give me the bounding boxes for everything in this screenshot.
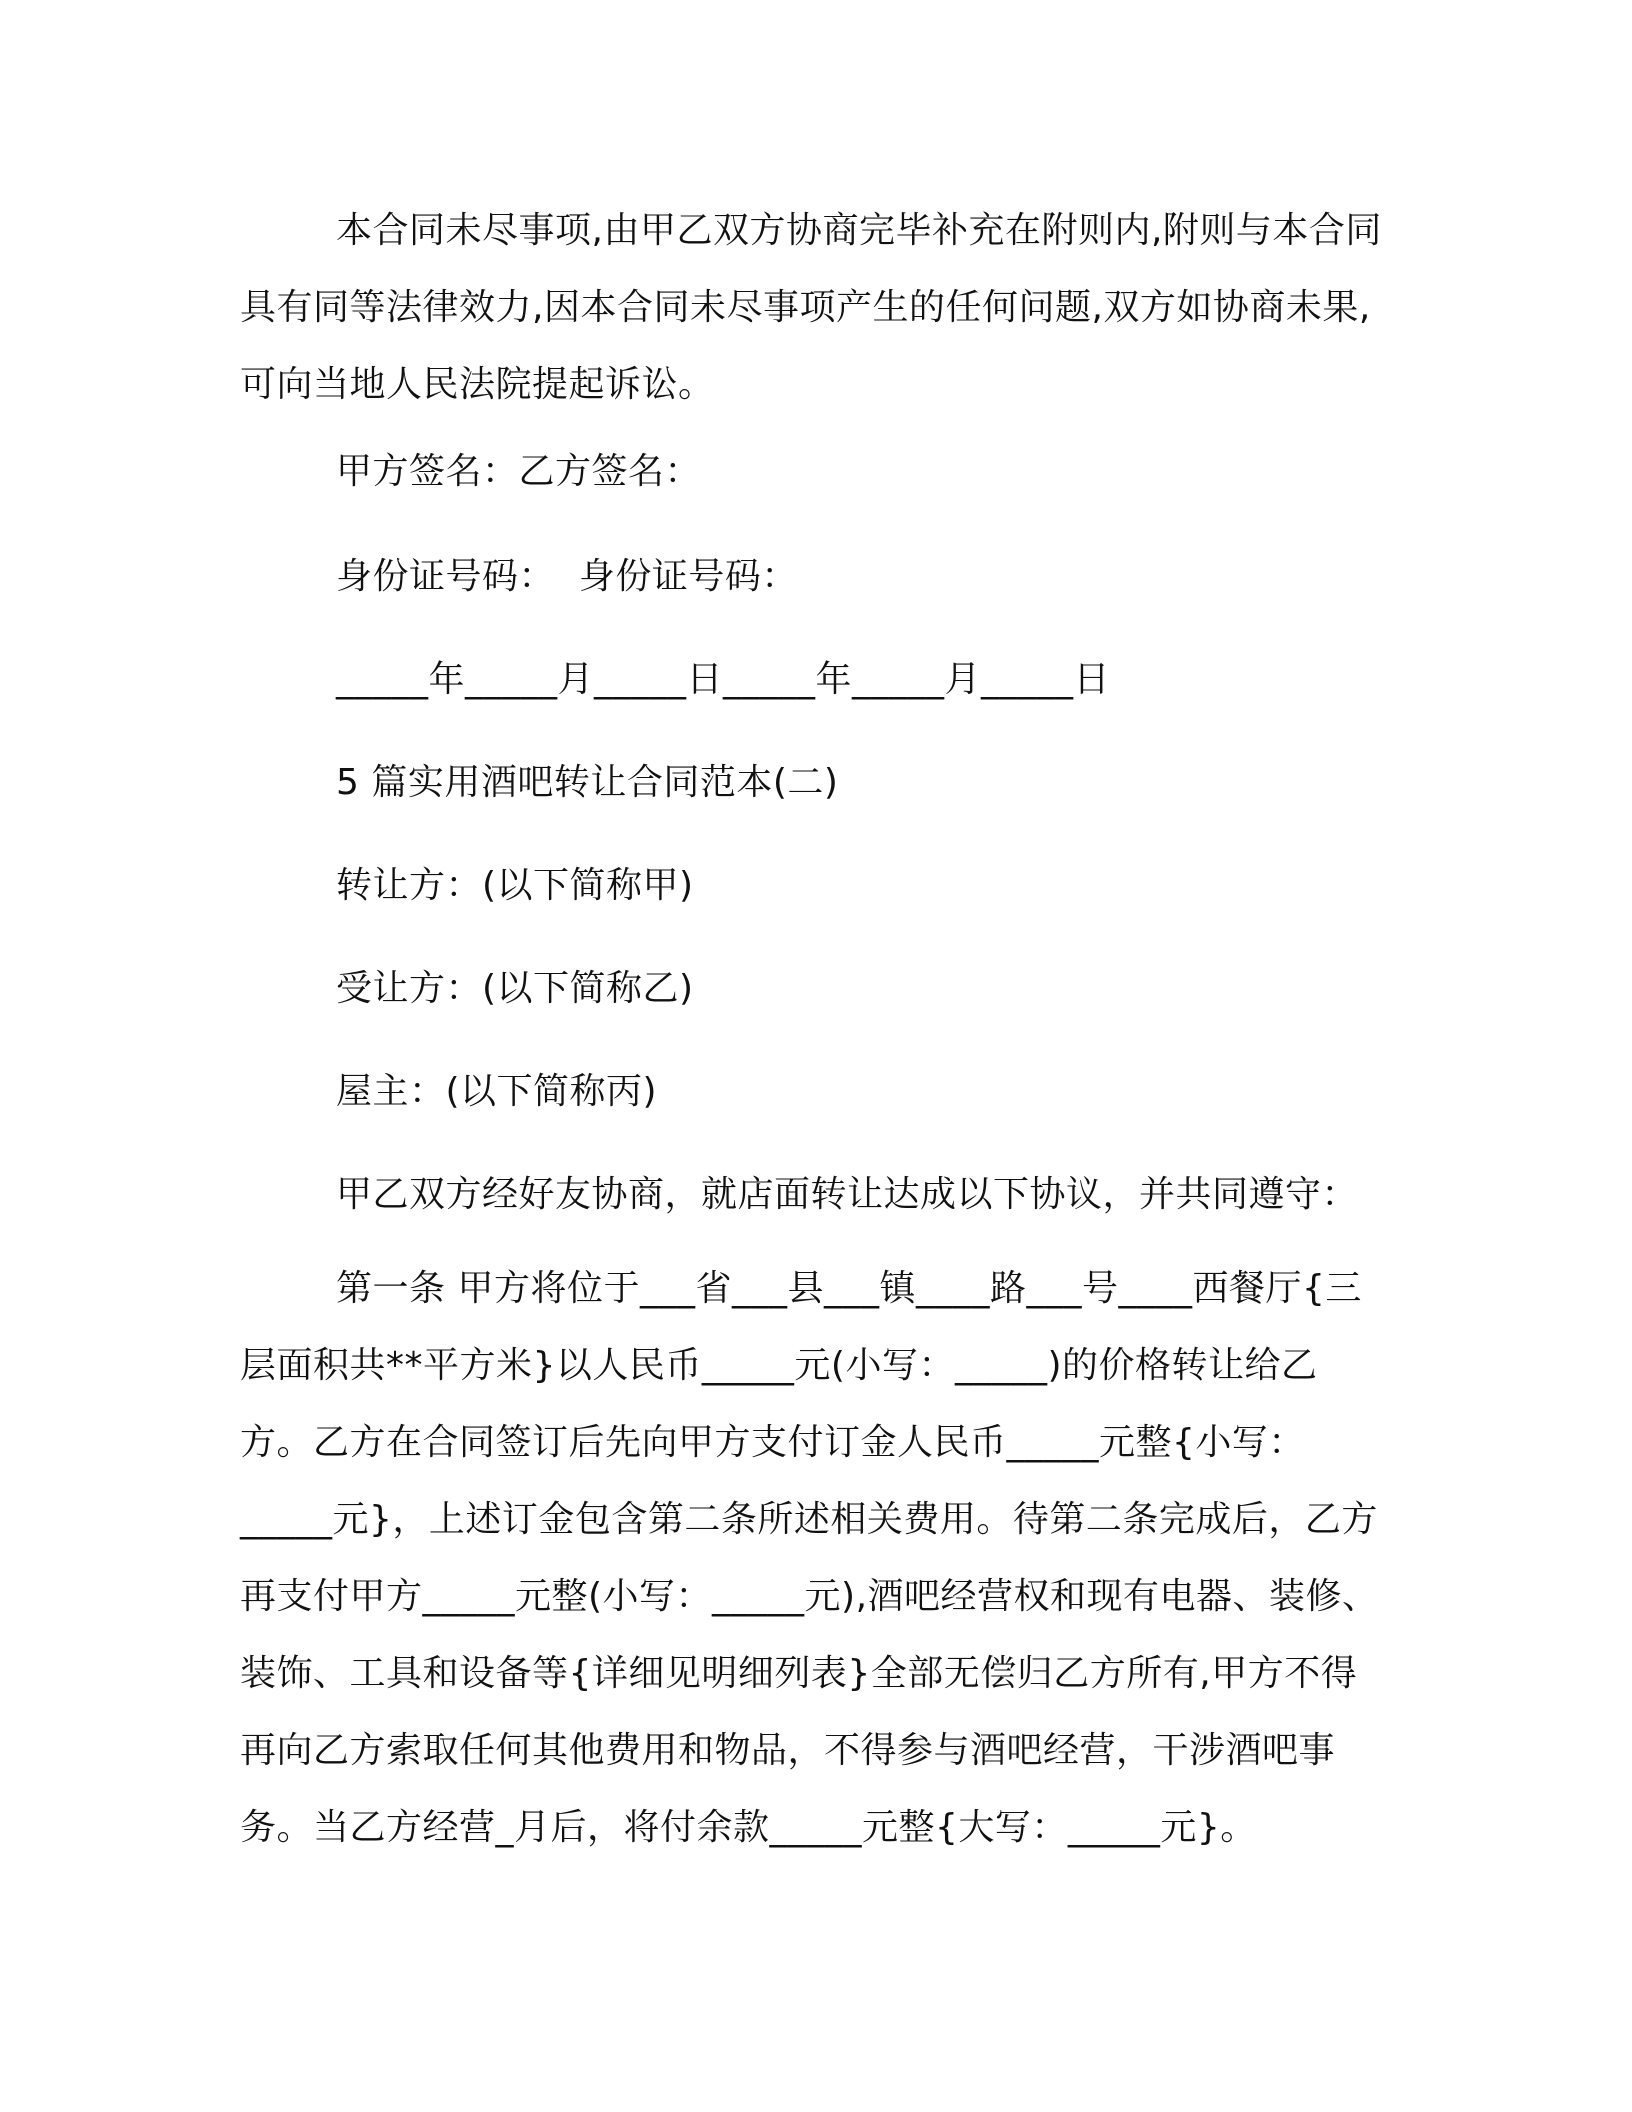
- signature-line: 甲方签名：乙方签名：: [336, 451, 702, 492]
- article-one: [240, 1250, 1390, 1866]
- section-title: 5 篇实用酒吧转让合同范本(二): [336, 762, 839, 803]
- transferor-line: 转让方：(以下简称甲): [336, 865, 694, 906]
- article-one-text: 第一条 甲方将位于___省___县___镇____路___号____西餐厅{三层面积共**平方米}以人民币_____元(小写：_____)的价格转让给乙方。乙方在合同签订后先向甲方支付订金人民币_____元整{小写：_____元}，上述订金包含第二条所述相关费用。待第二条完成后，乙方再支付甲方_____元整(小写：_____元),酒吧经营权和现有电器、装修、装饰、工具和设备等{详细见明细列表}全部无偿归乙方所有,甲方不得再向乙方索取任何其他费用和物品，不得参与酒吧经营，干涉酒吧事务。当乙方经营_月后，将付余款_____元整{大写：_____元}。: [240, 1268, 1379, 1848]
- paragraph-text: 本合同未尽事项,由甲乙双方协商完毕补充在附则内,附则与本合同具有同等法律效力,因本合同未尽事项产生的任何问题,双方如协商未果,可向当地人民法院提起诉讼。: [240, 210, 1382, 405]
- id-number-line: 身份证号码： 身份证号码：: [336, 556, 798, 597]
- paragraph-unresolved-matters: [240, 192, 1390, 423]
- transferee-line: 受让方：(以下简称乙): [336, 968, 694, 1009]
- agreement-intro: 甲乙双方经好友协商，就店面转让达成以下协议，并共同遵守：: [336, 1174, 1359, 1215]
- date-line: _____年_____月_____日_____年_____月_____日: [336, 659, 1111, 700]
- landlord-line: 屋主：(以下简称丙): [336, 1071, 658, 1112]
